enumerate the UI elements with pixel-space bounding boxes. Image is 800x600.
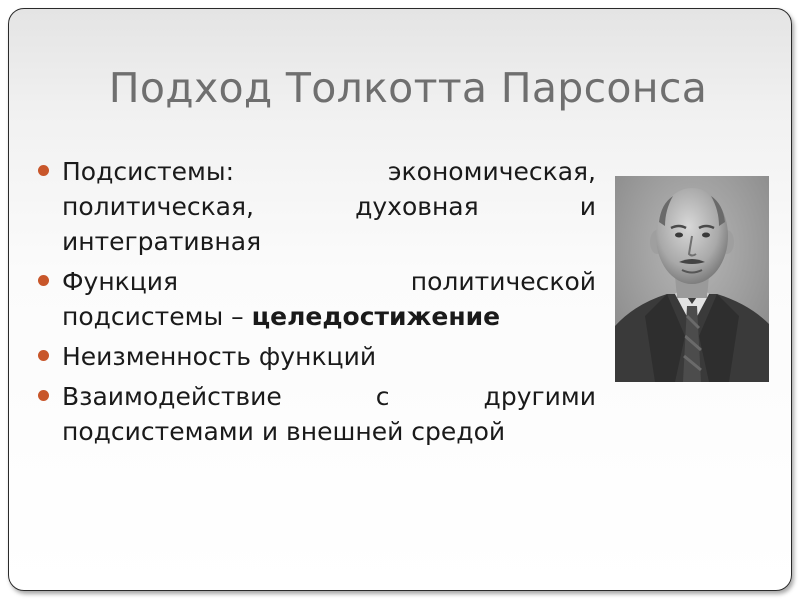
portrait-photo-icon: [615, 176, 769, 382]
bullet-emphasis: целедостижение: [251, 302, 501, 331]
bullet-line: [62, 224, 596, 259]
bullet-item-invariance: [36, 339, 596, 374]
bullet-dot-icon: [38, 390, 49, 401]
portrait-photo: [615, 176, 769, 382]
bullet-word: с: [375, 382, 390, 411]
bullet-line: [62, 339, 596, 374]
bullet-line: [62, 414, 596, 449]
bullet-item-interaction: [36, 379, 596, 449]
bullet-word: подсистемами и внешней средой: [62, 417, 506, 446]
bullet-dot-icon: [38, 275, 49, 286]
bullet-word: интегративная: [62, 227, 262, 256]
bullet-dot-icon: [38, 165, 49, 176]
bullet-word: и: [579, 192, 596, 221]
bullet-dot-icon: [38, 350, 49, 361]
bullet-line: [62, 154, 596, 189]
bullet-word: другими: [483, 382, 596, 411]
bullet-list: [36, 154, 596, 454]
bullet-item-subsystems: [36, 154, 596, 259]
bullet-word: Неизменность функций: [62, 342, 377, 371]
bullet-line: [62, 264, 596, 299]
bullet-word: экономическая,: [387, 157, 596, 186]
slide-title: Подход Толкотта Парсонса: [108, 64, 708, 112]
bullet-word: Функция: [62, 267, 179, 296]
bullet-word: политической: [410, 267, 596, 296]
bullet-line: [62, 299, 596, 334]
bullet-item-function: [36, 264, 596, 334]
bullet-line: [62, 379, 596, 414]
bullet-word: подсистемы –: [62, 302, 252, 331]
bullet-word: политическая,: [62, 192, 254, 221]
bullet-word: Подсистемы:: [62, 157, 235, 186]
bullet-line: [62, 189, 596, 224]
bullet-word: духовная: [355, 192, 479, 221]
bullet-word: Взаимодействие: [62, 382, 282, 411]
